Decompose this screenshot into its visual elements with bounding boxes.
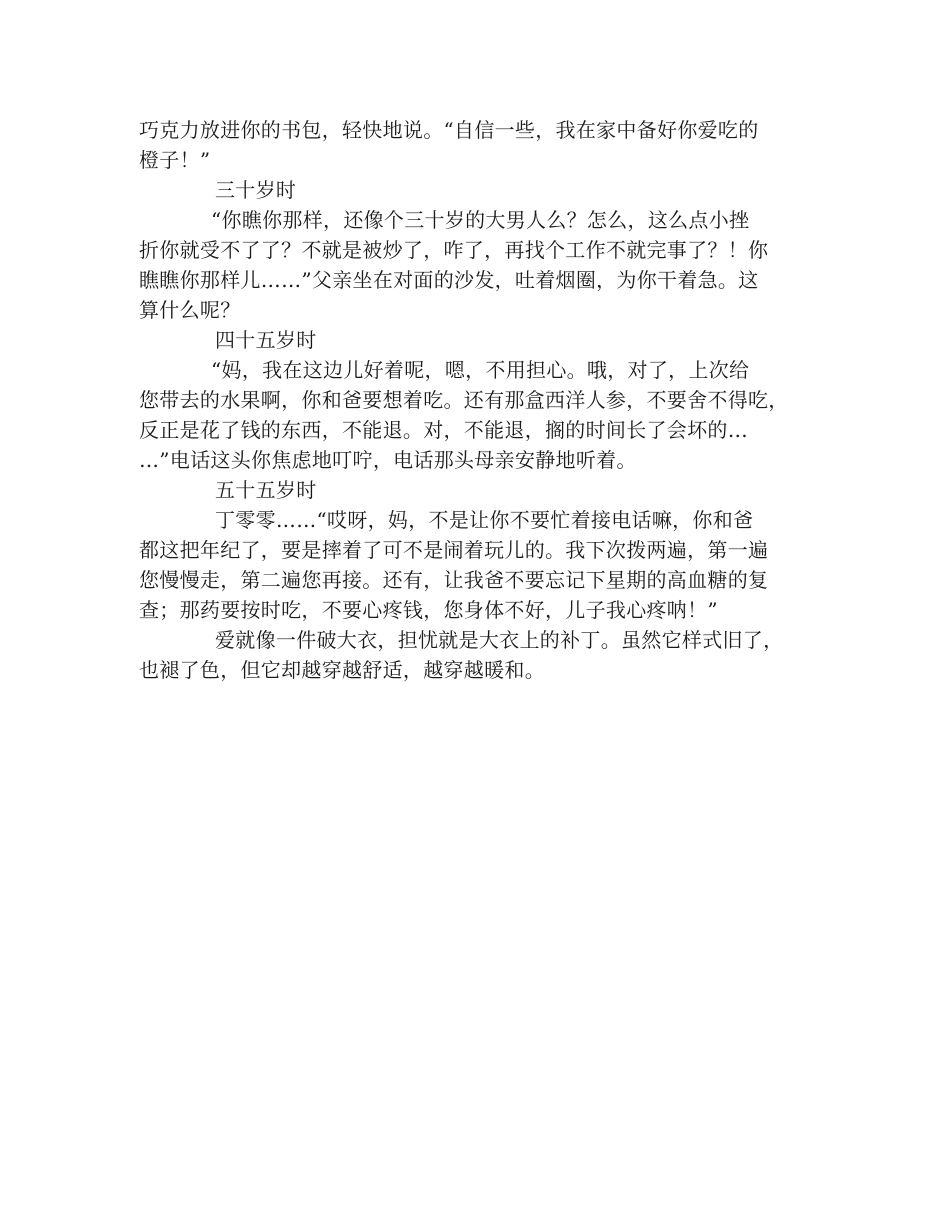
text-line: 您慢慢走，第二遍您再接。还有，让我爸不要忘记下星期的高血糖的复 — [139, 568, 769, 592]
text-line: …”电话这头你焦虑地叮咛，电话那头母亲安静地听着。 — [139, 448, 637, 472]
text-line: 丁零零……“哎呀，妈，不是让你不要忙着接电话嘛，你和爸 — [215, 508, 754, 532]
text-line: “妈，我在这边儿好着呢，嗯，不用担心。哦，对了，上次给 — [211, 358, 750, 382]
text-line: 您带去的水果啊，你和爸要想着吃。还有那盒西洋人参，不要舍不得吃， — [139, 388, 789, 412]
text-line: 也褪了色，但它却越穿越舒适，越穿越暖和。 — [139, 658, 545, 682]
document-body — [139, 115, 839, 685]
text-line: 巧克力放进你的书包，轻快地说。“自信一些，我在家中备好你爱吃的 — [139, 118, 759, 142]
section-heading: 三十岁时 — [215, 178, 297, 202]
text-line: 瞧瞧你那样儿……”父亲坐在对面的沙发，吐着烟圈，为你干着急。这 — [139, 268, 759, 292]
section-heading: 五十五岁时 — [215, 478, 317, 502]
text-line: 反正是花了钱的东西，不能退。对，不能退，搁的时间长了会坏的… — [139, 418, 748, 442]
text-line: “你瞧你那样，还像个三十岁的大男人么？怎么，这么点小挫 — [211, 208, 750, 232]
text-line: 算什么呢？ — [139, 298, 241, 322]
text-line: 橙子！” — [139, 148, 211, 172]
text-line: 折你就受不了了？不就是被炒了，咋了，再找个工作不就完事了？！你 — [139, 238, 769, 262]
section-heading: 四十五岁时 — [215, 328, 317, 352]
text-line: 都这把年纪了，要是摔着了可不是闹着玩儿的。我下次拨两遍，第一遍 — [139, 538, 769, 562]
text-line: 查；那药要按时吃，不要心疼钱，您身体不好，儿子我心疼呐！” — [139, 598, 718, 622]
text-line: 爱就像一件破大衣，担忧就是大衣上的补丁。虽然它样式旧了， — [215, 628, 784, 652]
